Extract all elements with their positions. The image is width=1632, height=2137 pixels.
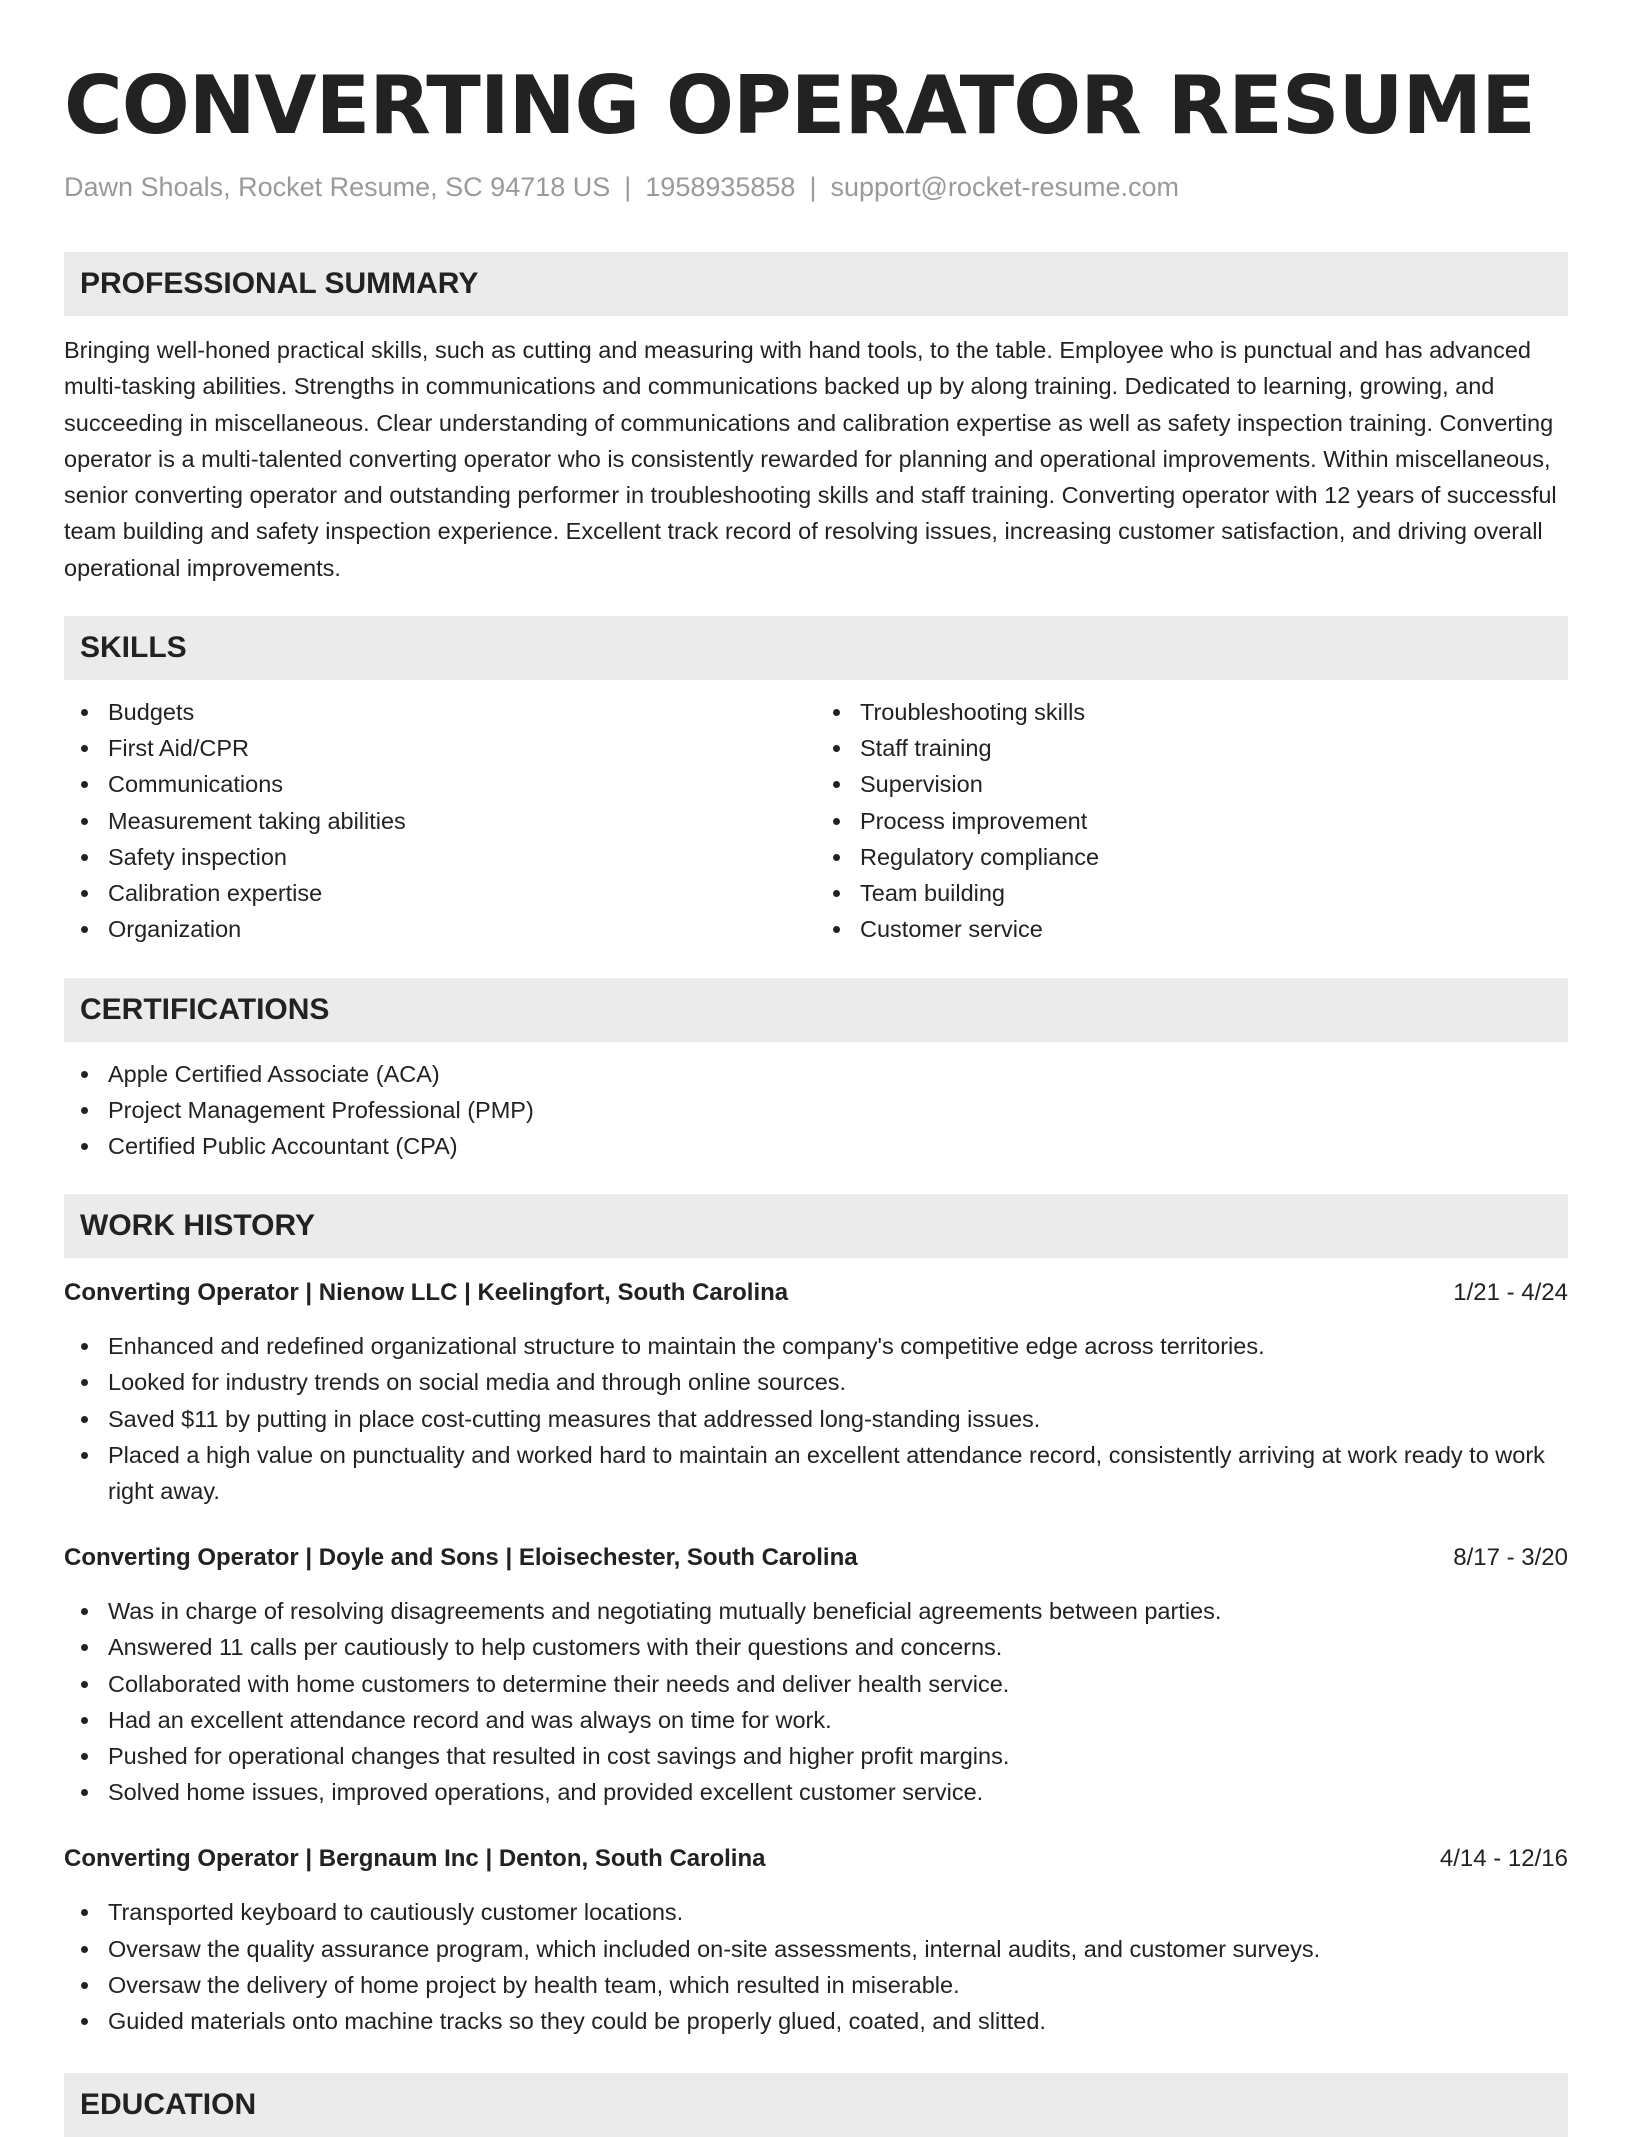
skill-item: Regulatory compliance — [860, 839, 1568, 875]
contact-address: Dawn Shoals, Rocket Resume, SC 94718 US — [64, 172, 611, 202]
skills-list-right — [816, 694, 1568, 947]
certification-item: Project Management Professional (PMP) — [108, 1092, 1568, 1128]
certification-item: Apple Certified Associate (ACA) — [108, 1056, 1568, 1092]
job-dates: 8/17 - 3/20 — [1453, 1544, 1568, 1572]
job-bullets — [64, 1593, 1568, 1810]
certifications-list — [64, 1056, 1568, 1165]
job-bullet: Pushed for operational changes that resulted in cost savings and higher profit margins. — [108, 1738, 1568, 1774]
skill-item: Communications — [108, 766, 816, 802]
job-title: Converting Operator | Bergnaum Inc | Denton, South Carolina — [64, 1845, 766, 1873]
job-bullet: Looked for industry trends on social media and through online sources. — [108, 1364, 1568, 1400]
job-header — [64, 1842, 1568, 1876]
job-entry — [64, 1842, 1568, 2039]
certification-item: Certified Public Accountant (CPA) — [108, 1128, 1568, 1164]
summary-section-header: PROFESSIONAL SUMMARY — [64, 252, 1568, 316]
job-bullet: Guided materials onto machine tracks so they could be properly glued, coated, and slitted. — [108, 2003, 1568, 2039]
job-bullets — [64, 1894, 1568, 2039]
contact-email[interactable]: support@rocket-resume.com — [830, 172, 1179, 202]
skill-item: Budgets — [108, 694, 816, 730]
job-entry — [64, 1541, 1568, 1810]
skill-item: Troubleshooting skills — [860, 694, 1568, 730]
job-dates: 4/14 - 12/16 — [1439, 1845, 1568, 1873]
job-title: Converting Operator | Doyle and Sons | Eloisechester, South Carolina — [64, 1544, 858, 1572]
skill-item: Supervision — [860, 766, 1568, 802]
contact-separator: | — [624, 172, 632, 202]
job-header — [64, 1541, 1568, 1575]
contact-separator: | — [809, 172, 817, 202]
skill-item: Customer service — [860, 911, 1568, 947]
job-bullet: Collaborated with home customers to determine their needs and deliver health service. — [108, 1666, 1568, 1702]
resume-title: CONVERTING OPERATOR RESUME — [64, 59, 1535, 152]
skill-item: Staff training — [860, 730, 1568, 766]
skill-item: Calibration expertise — [108, 875, 816, 911]
skill-item: Team building — [860, 875, 1568, 911]
skills-section-header: SKILLS — [64, 616, 1568, 680]
job-bullet: Enhanced and redefined organizational structure to maintain the company's competitive edge across territories. — [108, 1328, 1568, 1364]
job-title: Converting Operator | Nienow LLC | Keelingfort, South Carolina — [64, 1279, 789, 1307]
skill-item: Measurement taking abilities — [108, 803, 816, 839]
certifications-section-header: CERTIFICATIONS — [64, 978, 1568, 1042]
skills-grid — [64, 694, 1568, 947]
job-bullet: Placed a high value on punctuality and worked hard to maintain an excellent attendance record, consistently arriving at work ready to work right away. — [108, 1437, 1568, 1509]
summary-text: Bringing well-honed practical skills, such as cutting and measuring with hand tools, to the table. Employee who is punctual and has advanced multi-tasking abilities. Strengths in communications and communications backed up by along training. Dedicated to learning, growing, and succeeding in miscellaneous. Clear understanding of communications and calibration expertise as well as safety inspection training. Converting operator is a multi-talented converting operator who is consistently rewarded for planning and operational improvements. Within miscellaneous, senior converting operator and outstanding performer in troubleshooting skills and staff training. Converting operator with 12 years of successful team building and safety inspection experience. Excellent track record of resolving issues, increasing customer satisfaction, and driving overall operational improvements. — [64, 337, 1557, 581]
job-bullets — [64, 1328, 1568, 1509]
contact-line — [64, 170, 1568, 204]
job-bullet: Saved $11 by putting in place cost-cutting measures that addressed long-standing issues. — [108, 1401, 1568, 1437]
job-bullet: Oversaw the quality assurance program, which included on-site assessments, internal audits, and customer surveys. — [108, 1931, 1568, 1967]
skill-item: Safety inspection — [108, 839, 816, 875]
job-bullet: Answered 11 calls per cautiously to help customers with their questions and concerns. — [108, 1629, 1568, 1665]
skill-item: Process improvement — [860, 803, 1568, 839]
contact-phone: 1958935858 — [645, 172, 796, 202]
job-bullet: Oversaw the delivery of home project by health team, which resulted in miserable. — [108, 1967, 1568, 2003]
job-bullet: Solved home issues, improved operations, and provided excellent customer service. — [108, 1774, 1568, 1810]
job-entry — [64, 1276, 1568, 1509]
job-header — [64, 1276, 1568, 1310]
job-bullet: Transported keyboard to cautiously customer locations. — [108, 1894, 1568, 1930]
job-bullet: Had an excellent attendance record and was always on time for work. — [108, 1702, 1568, 1738]
job-bullet: Was in charge of resolving disagreements and negotiating mutually beneficial agreements between parties. — [108, 1593, 1568, 1629]
education-section-header: EDUCATION — [64, 2073, 1568, 2137]
skill-item: Organization — [108, 911, 816, 947]
job-dates: 1/21 - 4/24 — [1453, 1279, 1568, 1307]
skill-item: First Aid/CPR — [108, 730, 816, 766]
work-history-section-header: WORK HISTORY — [64, 1194, 1568, 1258]
skills-list-left — [64, 694, 816, 947]
